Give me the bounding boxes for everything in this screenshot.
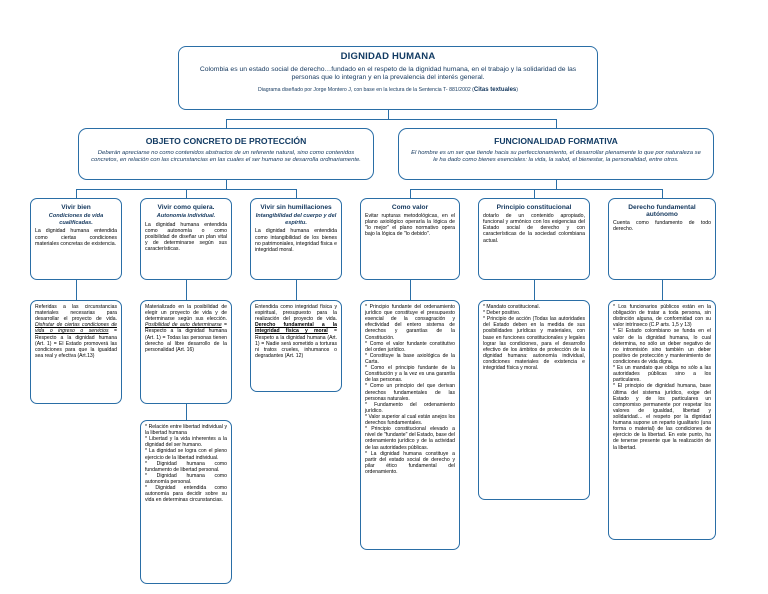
banner-citation: [183, 87, 593, 93]
page-title: DIGNIDAD HUMANA: [340, 51, 436, 62]
connector-funcionalidad-down: [556, 119, 557, 128]
diagram-title-card: [178, 46, 598, 110]
content-vivir-sin-humillaciones: [250, 300, 342, 392]
content-vivir-como-quiera: [140, 300, 232, 404]
connector-n1: [76, 189, 77, 198]
connector-c2b: [186, 404, 187, 420]
connector-funcionalidad-stem: [556, 180, 557, 189]
node-paragraph: La dignidad humana entendida como intangibilidad de los bienes no patrimoniales, integridad física e integridad moral.: [255, 228, 337, 253]
content-principio-constitucional: [478, 300, 590, 500]
content-text: * Los funcionarios públicos están en la obligación de tratar a toda persona, sin distinción alguna, de conformidad con su valor intrínseco (C.P arts. 1,5 y 13) * El Estado colombiano se funda en el valor de la dignidad humana, lo cual determina, no sólo un deber negativo de no intromisión sino también un deber positivo de protección y mantenimiento de condiciones de vida digna. * Es un mandato que obliga no sólo a las autoridades públicas sino a los particulares. * El principio de dignidad humana, base última del sistema jurídico, exige del Estado y de los particulares un compromiso permanente por respetar los valores de igualdad, libertad y solidaridad… el respeto por la dignidad humana supone un reparto igualitario (una forma o material) de las condiciones de ejercicio de la libertad. En este punto, ha de tenerse presente que la realización de la libertad.: [613, 304, 711, 451]
connector-n2: [186, 189, 187, 198]
node-vivir-bien: [30, 198, 122, 280]
node-paragraph: La dignidad humana entendida como ciertas condiciones materiales concretas de existencia.: [35, 228, 117, 247]
connector-c2: [186, 280, 187, 300]
content-vivir-bien: [30, 300, 122, 404]
branch-title: OBJETO CONCRETO DE PROTECCIÓN: [145, 136, 307, 146]
banner-description: Colombia es un estado social de derecho…fundado en el respeto de la dignidad humana, en el trabajo y la solidaridad de las personas que lo integran y en la prevalencia del interés general.: [199, 66, 577, 82]
connector-c4: [410, 280, 411, 300]
node-heading: Vivir sin humillaciones: [260, 204, 332, 211]
connector-banner-down: [388, 110, 389, 119]
content-derecho-fundamental-autonomo: [608, 300, 716, 540]
connector-funcionalidad-bar: [410, 189, 662, 190]
node-heading: Como valor: [391, 204, 429, 211]
connector-n3: [296, 189, 297, 198]
node-vivir-como-quiera: [140, 198, 232, 280]
node-heading: Vivir como quiera.: [157, 204, 215, 211]
connector-objeto-down: [226, 119, 227, 128]
node-subheading: Intangibilidad del cuerpo y del espíritu.: [255, 213, 337, 226]
connector-objeto-stem: [226, 180, 227, 189]
branch-description: El hombre es un ser que tiende hacia su perfeccionamiento, el desarrollar plenamente lo que por naturaleza se le ha dado como bienes esenciales: la vida, la salud, el bienestar, la personalidad, entre otros.: [411, 150, 701, 164]
connector-c3: [296, 280, 297, 300]
content-text: Entendida como integridad física y espiritual, presupuesto para la realización del proyecto de vida. Derecho fundamental a la integridad física y moral = Respeto a la dignidad humana (Art. 1) = Nadie será sometido a torturas ni tratos crueles, inhumanos o degradantes (Art. 12): [255, 304, 337, 359]
citation-suffix: ): [516, 86, 518, 93]
node-paragraph: dotarlo de un contenido apropiado, funcional y armónico con los exigencias del Estado social de derecho y con características de la sociedad colombiana actual.: [483, 213, 585, 244]
node-subheading: Autonomía individual.: [156, 213, 216, 219]
node-paragraph: Cuenta como fundamento de todo derecho.: [613, 220, 711, 233]
content-text: Materializado en la posibilidad de elegir un proyecto de vida y de determinarse según sus elección. Posibilidad de auto determinarse = Respecto a la dignidad humana (Art. 1) = Todas las personas tienen derecho al libre desarrollo de la personalidad (Art. 16): [145, 304, 227, 353]
citation-bold: Citas textuales: [473, 86, 517, 93]
connector-n4: [410, 189, 411, 198]
node-heading: Derecho fundamental autónomo: [628, 204, 696, 218]
content-text: * Relación entre libertad individual y la libertad humana * Libertad y la vida inherentes a la dignidad del ser humano. * La dignidad se logra con el pleno ejercicio de la libertad individual. * Dignidad humana como fundamento de libertad personal. * Dignidad humana como autonomía personal. * Dignidad entendida como autonomía para decidir sobre su vida en determinas circunstancias.: [145, 424, 227, 504]
citation-prefix: Diagrama diseñado por Jorge Montero J, con base en la lectura de la Sentencia T- 881/2002 (: [258, 86, 474, 93]
node-paragraph: La dignidad humana entendida como autonomía o como posibilidad de diseñar un plan vital y de determinarse según sus características.: [145, 221, 227, 253]
connector-c6: [662, 280, 663, 300]
branch-title: FUNCIONALIDAD FORMATIVA: [494, 136, 618, 146]
node-heading: Principio constitucional: [496, 204, 572, 211]
content-vivir-como-quiera-extra: [140, 420, 232, 584]
node-paragraph: Evitar rupturas metodológicas, en el plano axiológico operaría la lógica de "lo mejor" el plano normativo opera bajo la lógica de "lo debido".: [365, 213, 455, 238]
node-como-valor: [360, 198, 460, 280]
connector-c5: [534, 280, 535, 300]
node-subheading: Condiciones de vida cualificadas.: [48, 213, 104, 226]
connector-n5: [534, 189, 535, 198]
branch-objeto-concreto-de-proteccion: [78, 128, 374, 180]
branch-funcionalidad-formativa: [398, 128, 714, 180]
connector-lvl2-bar: [226, 119, 556, 120]
node-vivir-sin-humillaciones: [250, 198, 342, 280]
connector-c1: [76, 280, 77, 300]
content-text: * Principio fundante del ordenamiento jurídico que constituye el presupuesto esencial de la consagración y efectividad del entero sistema de derechos y garantías de la Constitución. * Como el valor fundante constitutivo del orden jurídico. * Constituye la base axiológica de la Carta. * Como el principio fundante de la Constitución y a la vez es una garantía de las personas. * Como un principio del que derivan derechos fundamentales de las personas naturales. * Fundamento del ordenamiento jurídico. * Valor superior al cual están anejos los derechos fundamentales. * Principio constitucional elevado a nivel de "fundante" del Estado, base del ordenamiento jurídico y de la actividad de las autoridades públicas. * La dignidad humana constituye a partir del estado social de derecho y pilar ético fundamental del ordenamiento.: [365, 304, 455, 475]
node-derecho-fundamental-autonomo: [608, 198, 716, 280]
branch-description: Deberán apreciarse no como contenidos abstractos de un referente natural, sino como contenidos concretos, en relación con las circunstancias en las cuales el ser humano se desarrolla ordinariamente.: [91, 150, 361, 164]
connector-n6: [662, 189, 663, 198]
node-principio-constitucional: [478, 198, 590, 280]
node-heading: Vivir bien: [61, 204, 91, 211]
content-text: Referidas a las circunstancias materiales necesarias para desarrollar el proyecto de vida. Disfrutar de ciertas condiciones de vida o ingreso o servicios = Respecto a la dignidad humana (Art. 1) = El Estado promoverá las condiciones para que la igualdad sea real y efectiva (Art.13): [35, 304, 117, 359]
content-como-valor: [360, 300, 460, 550]
content-text: * Mandato constitucional. * Deber positivo. * Principio de acción (Todas las autoridades del Estado deben en la medida de sus posibilidades jurídicas y materiales, con base en funciones constitucionales y legales lograr las condiciones, para el desarrollo efectivo de los ámbitos de protección de la dignidad humana: autonomía individual, condiciones materiales de existencia e integridad física y moral.: [483, 304, 585, 372]
